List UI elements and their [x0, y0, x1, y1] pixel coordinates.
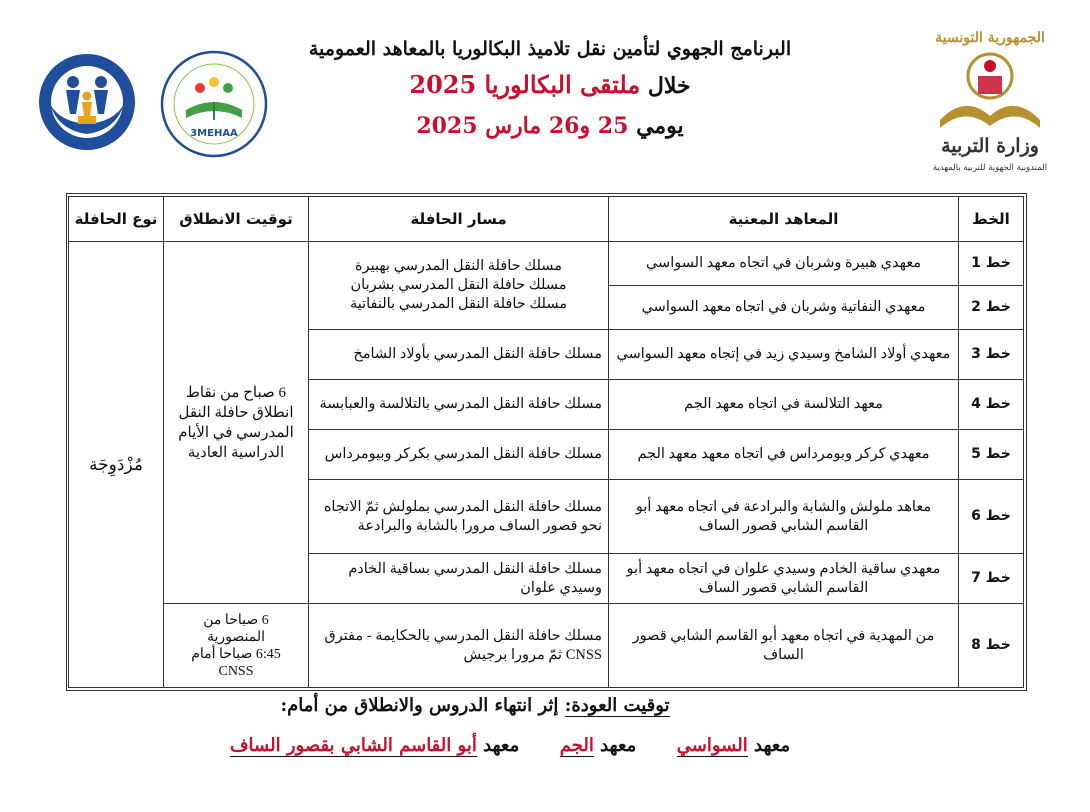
document-header	[300, 36, 800, 143]
route-cell: مسلك حافلة النقل المدرسي بساقية الخادم وسيدي علوان	[309, 554, 609, 604]
ministry-top-text: الجمهورية التونسية	[935, 30, 1045, 46]
directorate-logo	[28, 52, 146, 152]
event-prefix: خلال	[647, 73, 691, 99]
departure-line: 6 صباحا من	[203, 612, 269, 628]
schedule-table	[68, 196, 1024, 688]
dates-prefix: يومي	[636, 113, 684, 139]
route-line: مسلك حافلة النقل المدرسي بهبيرة	[355, 258, 562, 274]
bus-type-cell: مُزْدَوِجَة	[69, 242, 164, 688]
schedule-table-frame	[66, 193, 1027, 691]
institutes-cell: معهدي النفاتية وشربان في اتجاه معهد السواسي	[609, 286, 959, 330]
institutes-cell: من المهدية في اتجاه معهد أبو القاسم الشابي قصور الساف	[609, 604, 959, 688]
header-line: الخط	[959, 197, 1024, 242]
dates-value: 25 و26 مارس 2025	[416, 113, 629, 139]
dates-line	[300, 109, 800, 143]
table-row	[69, 242, 1024, 286]
route-line: مسلك حافلة النقل المدرسي بشربان	[350, 277, 567, 293]
route-cell: مسلك حافلة النقل المدرسي بملولش ثمّ الاتجاه نحو قصور الساف مرورا بالشابة والبرادعة	[309, 480, 609, 554]
header-departure: توقيت الانطلاق	[164, 197, 309, 242]
return-text: إثر انتهاء الدروس والانطلاق من أمام:	[280, 695, 559, 716]
institutes-cell: معهدي أولاد الشامخ وسيدي زيد في إتجاه معهد السواسي	[609, 330, 959, 380]
school-prefix: معهد	[754, 735, 791, 756]
return-label: توقيت العودة:	[564, 695, 670, 716]
institutes-cell: معاهد ملولش والشابة والبرادعة في اتجاه معهد أبو القاسم الشابي قصور الساف	[609, 480, 959, 554]
route-cell: مسلك حافلة النقل المدرسي بأولاد الشامخ	[309, 330, 609, 380]
line-number: خط 4	[959, 380, 1024, 430]
line-number: خط 7	[959, 554, 1024, 604]
school-name: الجم	[559, 735, 594, 756]
header-route: مسار الحافلة	[309, 197, 609, 242]
line-number: خط 5	[959, 430, 1024, 480]
route-cell: مسلك حافلة النقل المدرسي بالتلالسة والعبابسة	[309, 380, 609, 430]
institutes-cell: معهدي ساقية الخادم وسيدي علوان في اتجاه معهد أبو القاسم الشابي قصور الساف	[609, 554, 959, 604]
school-prefix: معهد	[483, 735, 520, 756]
program-title: البرنامج الجهوي لتأمين نقل تلاميذ البكالوريا بالمعاهد العمومية	[308, 38, 792, 60]
header-institutes: المعاهد المعنية	[609, 197, 959, 242]
route-line: مسلك حافلة النقل المدرسي بالنفاتية	[349, 296, 568, 312]
departure-time-line8	[164, 604, 309, 688]
route-cell: مسلك حافلة النقل المدرسي بالحكايمة - مفترق CNSS ثمّ مرورا برجيش	[309, 604, 609, 688]
line-number: خط 8	[959, 604, 1024, 688]
association-logo	[150, 48, 278, 160]
family-hands-icon	[28, 52, 146, 152]
line-number: خط 2	[959, 286, 1024, 330]
header-bus-type: نوع الحافلة	[69, 197, 164, 242]
table-header-row	[69, 197, 1024, 242]
institutes-cell: معهدي هبيرة وشربان في اتجاه معهد السواسي	[609, 242, 959, 286]
school-name: السواسي	[676, 735, 748, 756]
school-name: أبو القاسم الشابي بقصور الساف	[229, 735, 477, 756]
ministry-name: وزارة التربية	[941, 135, 1039, 157]
departure-time-cell: 6 صباح من نقاط انطلاق حافلة النقل المدرسي في الأيام الدراسية العادية	[164, 242, 309, 604]
return-time-line	[200, 695, 750, 716]
school-prefix: معهد	[600, 735, 637, 756]
departure-line: 6:45 صباحا أمام	[191, 646, 281, 662]
line-number: خط 1	[959, 242, 1024, 286]
institutes-cell: معهدي كركر وبومرداس في اتجاه معهد معهد الجم	[609, 430, 959, 480]
return-schools-line	[200, 735, 820, 756]
departure-line: CNSS	[218, 663, 254, 679]
event-line	[300, 68, 800, 103]
line-number: خط 6	[959, 480, 1024, 554]
coat-of-arms-icon	[940, 54, 1040, 128]
route-cell	[309, 242, 609, 330]
table-row	[69, 604, 1024, 688]
book-emblem-icon	[150, 48, 278, 160]
ministry-sub: المندوبية الجهوية للتربية بالمهدية	[932, 163, 1048, 173]
route-cell: مسلك حافلة النقل المدرسي بكركر وبيومرداس	[309, 430, 609, 480]
line-number: خط 3	[959, 330, 1024, 380]
institutes-cell: معهد التلالسة في اتجاه معهد الجم	[609, 380, 959, 430]
svg-text:3MEHAA: 3MEHAA	[190, 128, 238, 139]
event-name: ملتقى البكالوريا 2025	[409, 70, 641, 99]
ministry-logo	[920, 24, 1060, 174]
departure-line: المنصورية	[206, 629, 265, 645]
